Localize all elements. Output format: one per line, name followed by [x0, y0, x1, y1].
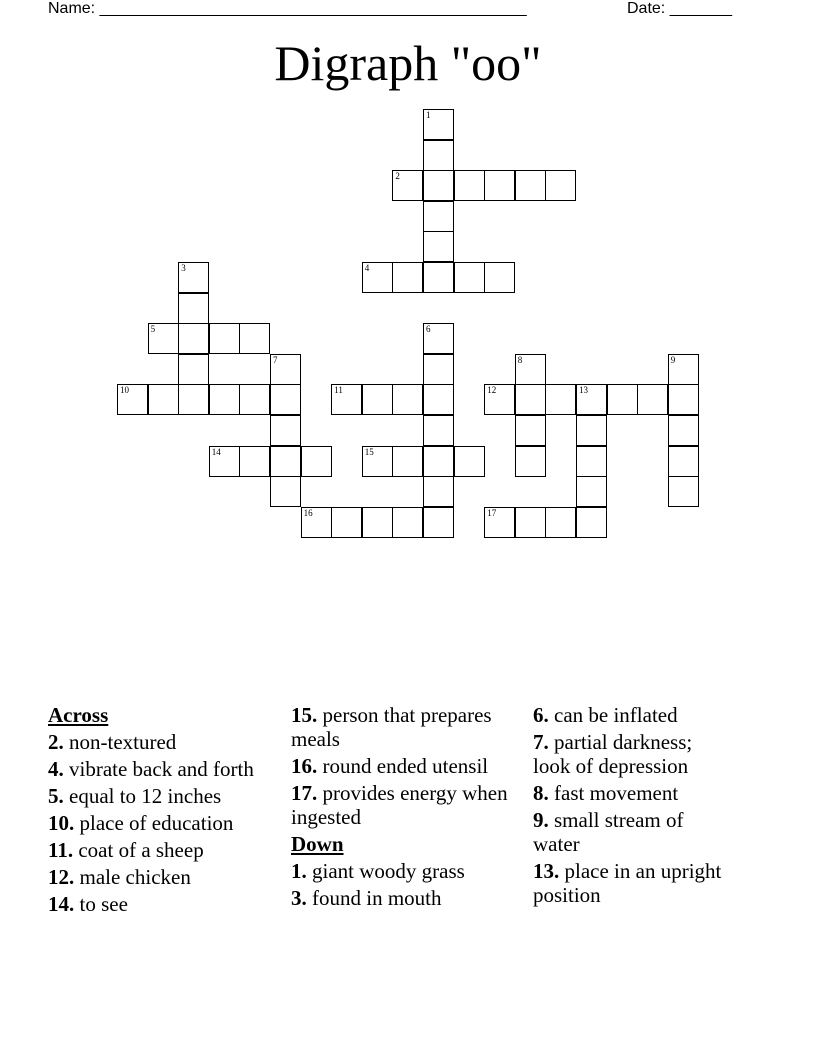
grid-cell[interactable] — [423, 507, 454, 538]
grid-cell[interactable] — [423, 170, 454, 201]
grid-cell[interactable] — [576, 507, 607, 538]
grid-cell[interactable] — [239, 323, 270, 354]
clue-text: giant woody grass — [306, 859, 465, 883]
down-heading: Down — [291, 832, 344, 856]
grid-cell[interactable] — [392, 446, 423, 477]
cell-number: 3 — [181, 263, 186, 273]
clue-text: vibrate back and forth — [63, 757, 254, 781]
clue-text: fast movement — [548, 781, 679, 805]
clue-text: small stream of water — [533, 808, 684, 856]
cell-number: 16 — [303, 507, 313, 518]
grid-cell[interactable] — [454, 446, 485, 477]
grid-cell[interactable] — [576, 415, 607, 446]
clues-column-2 — [291, 703, 527, 913]
grid-cell[interactable] — [484, 507, 515, 538]
cell-number: 14 — [211, 446, 221, 457]
grid-cell[interactable] — [576, 476, 607, 507]
cell-number: 9 — [670, 354, 676, 365]
grid-cell[interactable] — [178, 384, 209, 415]
grid-cell[interactable] — [362, 446, 393, 477]
clue-item — [48, 892, 284, 916]
cell-number: 6 — [426, 324, 431, 335]
clue-text: found in mouth — [306, 886, 442, 910]
clue-number: 10. — [48, 811, 75, 835]
grid-cell[interactable] — [362, 507, 393, 538]
grid-cell[interactable] — [423, 384, 454, 415]
clue-number: 13. — [533, 859, 560, 883]
clue-number: 4. — [48, 757, 64, 781]
cell-number: 13 — [579, 385, 588, 396]
down-clue-list-continued — [533, 703, 733, 907]
cell-number: 11 — [334, 385, 343, 396]
cell-number: 10 — [120, 385, 129, 396]
grid-cell[interactable] — [484, 170, 515, 201]
clue-item — [533, 703, 733, 727]
clue-item — [533, 781, 733, 805]
clue-item — [48, 865, 284, 889]
grid-cell[interactable] — [484, 384, 515, 415]
grid-cell[interactable] — [545, 170, 576, 201]
clue-text: non-textured — [63, 730, 177, 754]
grid-cell[interactable] — [392, 384, 423, 415]
grid-cell[interactable] — [515, 384, 546, 415]
clues-column-3 — [533, 703, 733, 910]
grid-cell[interactable] — [454, 262, 485, 293]
clue-text: place in an upright position — [533, 859, 722, 907]
grid-cell[interactable] — [209, 384, 240, 415]
clue-number: 1. — [291, 859, 307, 883]
clue-item — [48, 730, 284, 754]
name-field[interactable]: Name: ________________________________________________ — [48, 0, 527, 17]
grid-cell[interactable] — [148, 323, 179, 354]
clue-number: 11. — [48, 838, 74, 862]
grid-cell[interactable] — [178, 293, 209, 324]
grid-cell[interactable] — [117, 384, 148, 415]
grid-cell[interactable] — [270, 354, 301, 385]
grid-cell[interactable] — [270, 384, 301, 415]
clue-text: provides energy when ingested — [291, 781, 508, 829]
grid-cell[interactable] — [668, 354, 699, 385]
grid-cell[interactable] — [392, 170, 423, 201]
grid-cell[interactable] — [270, 446, 301, 477]
grid-cell[interactable] — [301, 446, 332, 477]
cell-number: 5 — [150, 324, 156, 335]
clue-item — [48, 757, 284, 781]
clue-item — [291, 754, 527, 778]
clue-item — [533, 808, 733, 856]
clue-number: 7. — [533, 730, 549, 754]
grid-cell[interactable] — [454, 170, 485, 201]
grid-cell[interactable] — [209, 446, 240, 477]
clue-text: round ended utensil — [317, 754, 489, 778]
grid-cell[interactable] — [270, 476, 301, 507]
clue-number: 14. — [48, 892, 75, 916]
grid-cell[interactable] — [178, 262, 209, 293]
grid-cell[interactable] — [178, 323, 209, 354]
grid-cell[interactable] — [148, 384, 179, 415]
cell-number: 15 — [364, 446, 374, 457]
cell-number: 1 — [426, 110, 431, 120]
cell-number: 12 — [487, 385, 497, 396]
grid-cell[interactable] — [668, 476, 699, 507]
grid-cell[interactable] — [301, 507, 332, 538]
cell-number: 17 — [487, 507, 497, 518]
grid-cell[interactable] — [515, 446, 546, 477]
clue-item — [291, 886, 527, 910]
clue-text: person that prepares meals — [291, 703, 492, 751]
grid-cell[interactable] — [331, 384, 362, 415]
grid-cell[interactable] — [423, 323, 454, 354]
grid-cell[interactable] — [209, 323, 240, 354]
grid-cell[interactable] — [331, 507, 362, 538]
grid-cell[interactable] — [392, 262, 423, 293]
grid-cell[interactable] — [270, 415, 301, 446]
grid-cell[interactable] — [239, 446, 270, 477]
grid-cell[interactable] — [545, 507, 576, 538]
cell-number: 7 — [273, 354, 278, 365]
down-clue-list — [291, 859, 527, 910]
clue-number: 15. — [291, 703, 318, 727]
puzzle-title: Digraph "oo" — [274, 35, 542, 91]
grid-cell[interactable] — [668, 384, 699, 415]
grid-cell[interactable] — [484, 262, 515, 293]
clue-item — [291, 781, 527, 829]
clues-column-1 — [48, 703, 284, 919]
grid-cell[interactable] — [423, 476, 454, 507]
grid-cell[interactable] — [545, 384, 576, 415]
clue-item — [291, 859, 527, 883]
clue-text: coat of a sheep — [73, 838, 204, 862]
across-heading: Across — [48, 703, 109, 727]
grid-cell[interactable] — [576, 446, 607, 477]
clue-item — [48, 838, 284, 862]
grid-cell[interactable] — [239, 384, 270, 415]
clue-item — [48, 811, 284, 835]
grid-cell[interactable] — [515, 507, 546, 538]
grid-cell[interactable] — [668, 415, 699, 446]
grid-cell[interactable] — [362, 262, 393, 293]
clue-number: 8. — [533, 781, 549, 805]
grid-cell[interactable] — [423, 415, 454, 446]
clue-item — [291, 703, 527, 751]
cell-number: 8 — [517, 354, 523, 365]
clue-text: can be inflated — [548, 703, 678, 727]
clue-item — [533, 730, 733, 778]
clue-number: 16. — [291, 754, 318, 778]
clue-item — [48, 784, 284, 808]
clue-text: to see — [74, 892, 128, 916]
grid-cell[interactable] — [637, 384, 668, 415]
cell-number: 2 — [395, 171, 400, 182]
clue-number: 3. — [291, 886, 307, 910]
grid-cell[interactable] — [392, 507, 423, 538]
clue-number: 2. — [48, 730, 64, 754]
clue-number: 5. — [48, 784, 64, 808]
clue-number: 9. — [533, 808, 549, 832]
grid-cell[interactable] — [178, 354, 209, 385]
clue-number: 12. — [48, 865, 75, 889]
grid-cell[interactable] — [423, 140, 454, 171]
grid-cell[interactable] — [362, 384, 393, 415]
clue-text: male chicken — [74, 865, 191, 889]
grid-cell[interactable] — [423, 109, 454, 140]
clue-text: partial darkness; look of depression — [533, 730, 693, 778]
grid-cell[interactable] — [423, 231, 454, 262]
across-clue-list-continued — [291, 703, 527, 829]
date-field[interactable]: Date: _______ — [627, 0, 732, 17]
grid-cell[interactable] — [515, 415, 546, 446]
clue-number: 17. — [291, 781, 318, 805]
grid-cell[interactable] — [607, 384, 638, 415]
grid-cell[interactable] — [423, 354, 454, 385]
clue-item — [533, 859, 733, 907]
grid-cell[interactable] — [668, 446, 699, 477]
grid-cell[interactable] — [423, 201, 454, 232]
grid-cell[interactable] — [423, 446, 454, 477]
clue-text: equal to 12 inches — [63, 784, 222, 808]
grid-cell[interactable] — [515, 170, 546, 201]
grid-cell[interactable] — [515, 354, 546, 385]
clue-number: 6. — [533, 703, 549, 727]
clue-text: place of education — [74, 811, 234, 835]
cell-number: 4 — [364, 263, 370, 273]
grid-cell[interactable] — [576, 384, 607, 415]
grid-cell[interactable] — [423, 262, 454, 293]
across-clue-list — [48, 730, 284, 916]
